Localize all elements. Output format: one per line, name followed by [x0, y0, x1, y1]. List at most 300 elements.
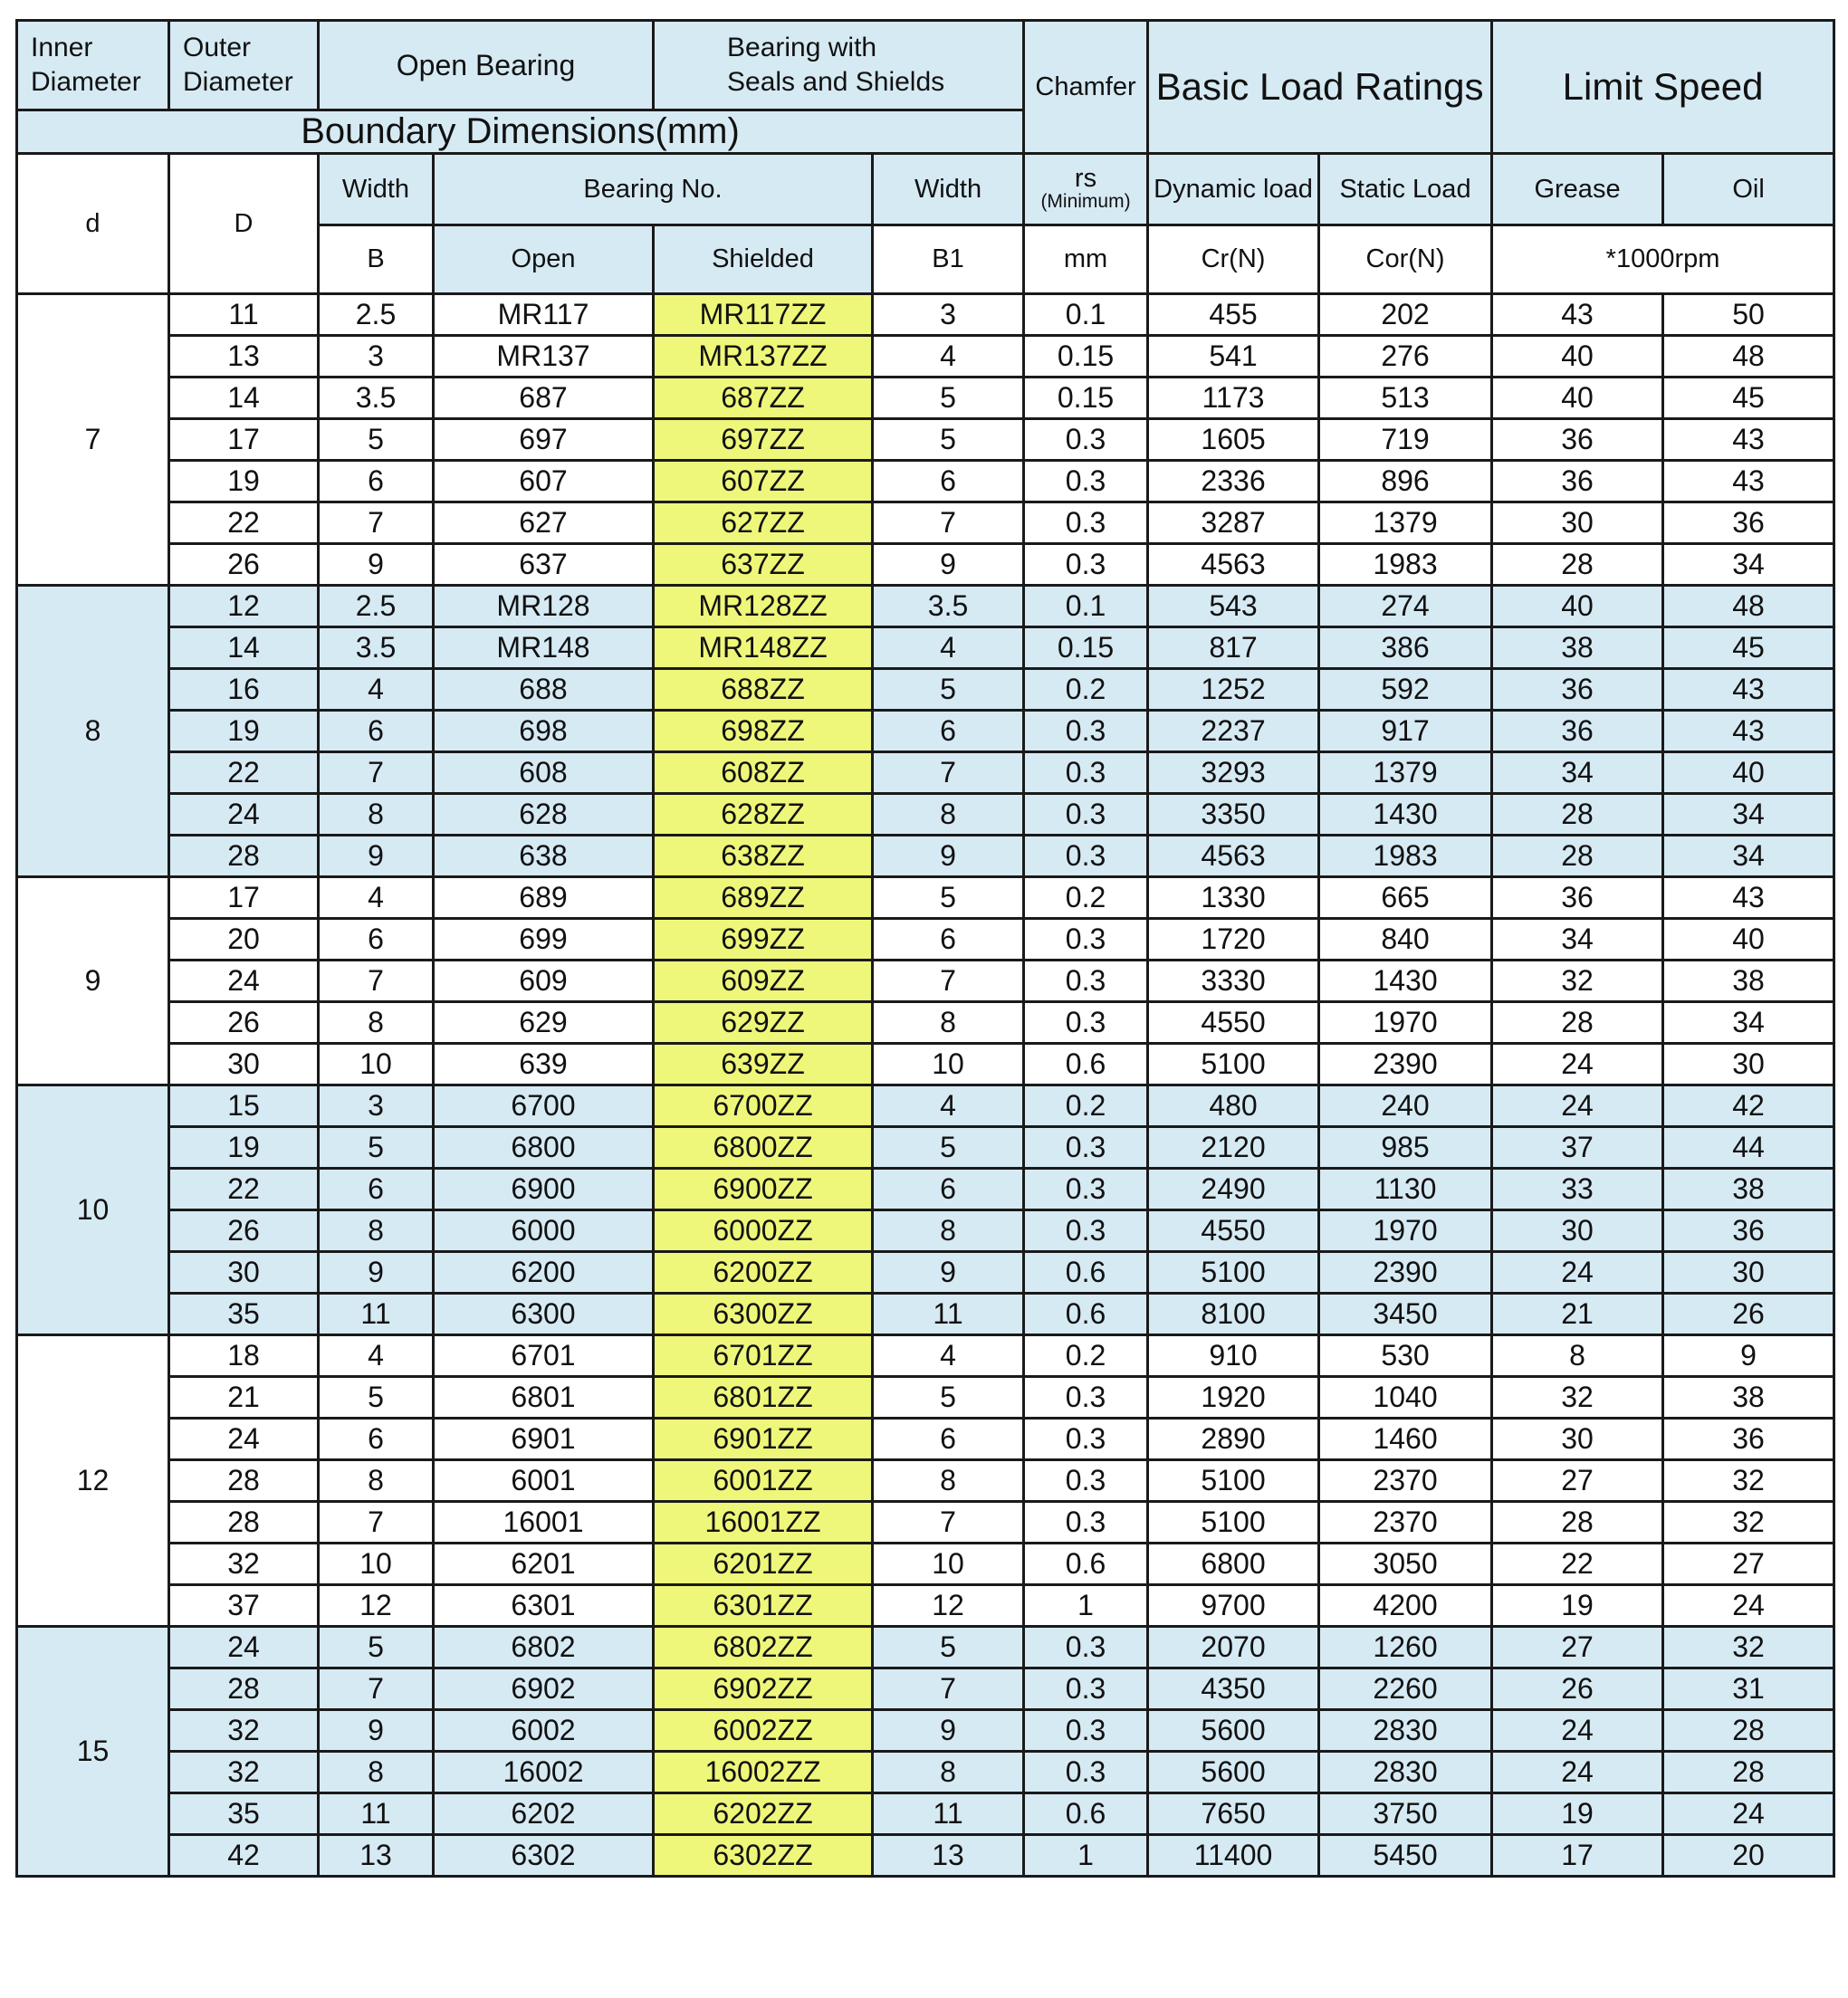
header-bearing-with-seals-line2: Seals and Shields — [727, 67, 945, 97]
oil-speed-cell: 32 — [1663, 1460, 1834, 1502]
dynamic-load-cell: 5100 — [1148, 1460, 1319, 1502]
oil-speed-cell: 36 — [1663, 1419, 1834, 1460]
chamfer-cell: 1 — [1024, 1835, 1148, 1877]
shielded-no-cell: 16002ZZ — [654, 1752, 873, 1793]
width-b1-cell: 5 — [873, 378, 1024, 419]
grease-speed-cell: 21 — [1492, 1294, 1663, 1335]
shielded-no-cell: MR137ZZ — [654, 336, 873, 378]
static-load-cell: 4200 — [1319, 1585, 1492, 1627]
shielded-no-cell: 688ZZ — [654, 669, 873, 711]
chamfer-cell: 0.3 — [1024, 1377, 1148, 1419]
width-b1-cell: 12 — [873, 1585, 1024, 1627]
chamfer-cell: 0.3 — [1024, 502, 1148, 544]
static-load-cell: 530 — [1319, 1335, 1492, 1377]
header-bearing-with-seals — [654, 21, 1024, 110]
width-b1-cell: 5 — [873, 877, 1024, 919]
table-row — [17, 1710, 1834, 1752]
outer-diameter-cell: 24 — [169, 794, 319, 836]
table-row — [17, 502, 1834, 544]
dynamic-load-cell: 910 — [1148, 1335, 1319, 1377]
header-dynamic-load: Dynamic load — [1148, 154, 1319, 225]
shielded-no-cell: 16001ZZ — [654, 1502, 873, 1544]
static-load-cell: 896 — [1319, 461, 1492, 502]
table-row — [17, 1294, 1834, 1335]
shielded-no-cell: 638ZZ — [654, 836, 873, 877]
width-b-cell: 8 — [319, 1210, 434, 1252]
oil-speed-cell: 31 — [1663, 1668, 1834, 1710]
open-no-cell: 6302 — [434, 1835, 654, 1877]
table-row — [17, 1460, 1834, 1502]
grease-speed-cell: 40 — [1492, 336, 1663, 378]
header-limit-speed: Limit Speed — [1492, 21, 1834, 154]
open-no-cell: 6700 — [434, 1085, 654, 1127]
width-b1-cell: 7 — [873, 1502, 1024, 1544]
oil-speed-cell: 38 — [1663, 1169, 1834, 1210]
outer-diameter-cell: 24 — [169, 1627, 319, 1668]
width-b1-cell: 4 — [873, 1335, 1024, 1377]
static-load-cell: 665 — [1319, 877, 1492, 919]
table-row — [17, 1793, 1834, 1835]
grease-speed-cell: 22 — [1492, 1544, 1663, 1585]
width-b-cell: 9 — [319, 836, 434, 877]
table-row — [17, 836, 1834, 877]
grease-speed-cell: 36 — [1492, 877, 1663, 919]
shielded-no-cell: 639ZZ — [654, 1044, 873, 1085]
width-b-cell: 5 — [319, 1127, 434, 1169]
outer-diameter-cell: 30 — [169, 1252, 319, 1294]
table-row — [17, 586, 1834, 627]
oil-speed-cell: 26 — [1663, 1294, 1834, 1335]
dynamic-load-cell: 3293 — [1148, 752, 1319, 794]
width-b-cell: 3 — [319, 1085, 434, 1127]
open-no-cell: 6300 — [434, 1294, 654, 1335]
chamfer-cell: 0.6 — [1024, 1793, 1148, 1835]
width-b-cell: 9 — [319, 1252, 434, 1294]
width-b1-cell: 6 — [873, 1419, 1024, 1460]
table-row — [17, 544, 1834, 586]
outer-diameter-cell: 19 — [169, 461, 319, 502]
grease-speed-cell: 27 — [1492, 1627, 1663, 1668]
width-b-cell: 4 — [319, 669, 434, 711]
table-row — [17, 461, 1834, 502]
chamfer-cell: 0.2 — [1024, 1335, 1148, 1377]
grease-speed-cell: 28 — [1492, 836, 1663, 877]
open-no-cell: 16002 — [434, 1752, 654, 1793]
chamfer-cell: 0.3 — [1024, 1752, 1148, 1793]
grease-speed-cell: 34 — [1492, 752, 1663, 794]
table-row — [17, 419, 1834, 461]
chamfer-cell: 0.15 — [1024, 378, 1148, 419]
oil-speed-cell: 45 — [1663, 627, 1834, 669]
static-load-cell: 1130 — [1319, 1169, 1492, 1210]
table-row — [17, 1668, 1834, 1710]
outer-diameter-cell: 19 — [169, 711, 319, 752]
static-load-cell: 513 — [1319, 378, 1492, 419]
oil-speed-cell: 30 — [1663, 1252, 1834, 1294]
width-b-cell: 5 — [319, 419, 434, 461]
oil-speed-cell: 9 — [1663, 1335, 1834, 1377]
dynamic-load-cell: 3350 — [1148, 794, 1319, 836]
outer-diameter-cell: 17 — [169, 419, 319, 461]
dynamic-load-cell: 4563 — [1148, 544, 1319, 586]
open-no-cell: 6902 — [434, 1668, 654, 1710]
width-b1-cell: 10 — [873, 1544, 1024, 1585]
width-b1-cell: 7 — [873, 502, 1024, 544]
width-b1-cell: 5 — [873, 1127, 1024, 1169]
grease-speed-cell: 38 — [1492, 627, 1663, 669]
width-b1-cell: 5 — [873, 669, 1024, 711]
width-b1-cell: 5 — [873, 419, 1024, 461]
chamfer-cell: 0.1 — [1024, 586, 1148, 627]
outer-diameter-cell: 37 — [169, 1585, 319, 1627]
shielded-no-cell: 6901ZZ — [654, 1419, 873, 1460]
dynamic-load-cell: 543 — [1148, 586, 1319, 627]
open-no-cell: 698 — [434, 711, 654, 752]
outer-diameter-cell: 24 — [169, 1419, 319, 1460]
width-b1-cell: 13 — [873, 1835, 1024, 1877]
chamfer-cell: 0.3 — [1024, 1419, 1148, 1460]
table-row — [17, 1335, 1834, 1377]
grease-speed-cell: 26 — [1492, 1668, 1663, 1710]
width-b-cell: 7 — [319, 752, 434, 794]
grease-speed-cell: 40 — [1492, 586, 1663, 627]
width-b-cell: 7 — [319, 961, 434, 1002]
width-b-cell: 12 — [319, 1585, 434, 1627]
grease-speed-cell: 32 — [1492, 1377, 1663, 1419]
chamfer-cell: 0.3 — [1024, 1169, 1148, 1210]
open-no-cell: 6701 — [434, 1335, 654, 1377]
chamfer-cell: 0.15 — [1024, 627, 1148, 669]
table-row — [17, 711, 1834, 752]
inner-diameter-cell: 10 — [17, 1085, 169, 1335]
grease-speed-cell: 24 — [1492, 1710, 1663, 1752]
width-b-cell: 5 — [319, 1627, 434, 1668]
width-b1-cell: 8 — [873, 794, 1024, 836]
dynamic-load-cell: 11400 — [1148, 1835, 1319, 1877]
static-load-cell: 1040 — [1319, 1377, 1492, 1419]
header-B1: B1 — [873, 225, 1024, 294]
table-row — [17, 1752, 1834, 1793]
width-b-cell: 8 — [319, 1002, 434, 1044]
shielded-no-cell: 6700ZZ — [654, 1085, 873, 1127]
open-no-cell: 627 — [434, 502, 654, 544]
header-rs-minimum: (Minimum) — [1040, 191, 1131, 212]
header-boundary-dimensions: Boundary Dimensions(mm) — [17, 110, 1024, 154]
table-row — [17, 1169, 1834, 1210]
grease-speed-cell: 19 — [1492, 1793, 1663, 1835]
width-b-cell: 5 — [319, 1377, 434, 1419]
header-open-bearing: Open Bearing — [319, 21, 654, 110]
static-load-cell: 840 — [1319, 919, 1492, 961]
outer-diameter-cell: 12 — [169, 586, 319, 627]
dynamic-load-cell: 541 — [1148, 336, 1319, 378]
shielded-no-cell: 699ZZ — [654, 919, 873, 961]
width-b1-cell: 10 — [873, 1044, 1024, 1085]
dynamic-load-cell: 1330 — [1148, 877, 1319, 919]
table-row — [17, 877, 1834, 919]
width-b1-cell: 8 — [873, 1002, 1024, 1044]
open-no-cell: 6201 — [434, 1544, 654, 1585]
width-b1-cell: 7 — [873, 961, 1024, 1002]
width-b1-cell: 5 — [873, 1627, 1024, 1668]
oil-speed-cell: 24 — [1663, 1585, 1834, 1627]
shielded-no-cell: 6002ZZ — [654, 1710, 873, 1752]
open-no-cell: 6202 — [434, 1793, 654, 1835]
shielded-no-cell: 6800ZZ — [654, 1127, 873, 1169]
shielded-no-cell: 6000ZZ — [654, 1210, 873, 1252]
width-b1-cell: 8 — [873, 1752, 1024, 1793]
width-b1-cell: 6 — [873, 711, 1024, 752]
dynamic-load-cell: 8100 — [1148, 1294, 1319, 1335]
static-load-cell: 1260 — [1319, 1627, 1492, 1668]
grease-speed-cell: 30 — [1492, 502, 1663, 544]
dynamic-load-cell: 9700 — [1148, 1585, 1319, 1627]
grease-speed-cell: 36 — [1492, 419, 1663, 461]
inner-diameter-cell: 8 — [17, 586, 169, 877]
table-row — [17, 1127, 1834, 1169]
static-load-cell: 3450 — [1319, 1294, 1492, 1335]
shielded-no-cell: MR128ZZ — [654, 586, 873, 627]
width-b1-cell: 6 — [873, 919, 1024, 961]
oil-speed-cell: 43 — [1663, 419, 1834, 461]
dynamic-load-cell: 5100 — [1148, 1252, 1319, 1294]
table-row — [17, 336, 1834, 378]
width-b-cell: 6 — [319, 711, 434, 752]
header-cor: Cor(N) — [1319, 225, 1492, 294]
dynamic-load-cell: 5600 — [1148, 1710, 1319, 1752]
width-b1-cell: 7 — [873, 752, 1024, 794]
inner-diameter-cell: 9 — [17, 877, 169, 1085]
static-load-cell: 1379 — [1319, 502, 1492, 544]
outer-diameter-cell: 24 — [169, 961, 319, 1002]
outer-diameter-cell: 42 — [169, 1835, 319, 1877]
shielded-no-cell: 6202ZZ — [654, 1793, 873, 1835]
static-load-cell: 719 — [1319, 419, 1492, 461]
table-row — [17, 1085, 1834, 1127]
dynamic-load-cell: 1720 — [1148, 919, 1319, 961]
open-no-cell: 607 — [434, 461, 654, 502]
static-load-cell: 3750 — [1319, 1793, 1492, 1835]
width-b-cell: 6 — [319, 919, 434, 961]
dynamic-load-cell: 5600 — [1148, 1752, 1319, 1793]
table-row — [17, 1044, 1834, 1085]
dynamic-load-cell: 4550 — [1148, 1002, 1319, 1044]
chamfer-cell: 0.2 — [1024, 877, 1148, 919]
dynamic-load-cell: 4550 — [1148, 1210, 1319, 1252]
open-no-cell: 6801 — [434, 1377, 654, 1419]
static-load-cell: 1970 — [1319, 1002, 1492, 1044]
dynamic-load-cell: 7650 — [1148, 1793, 1319, 1835]
header-outer-diameter: Outer Diameter — [169, 21, 319, 110]
width-b-cell: 8 — [319, 794, 434, 836]
grease-speed-cell: 32 — [1492, 961, 1663, 1002]
open-no-cell: 689 — [434, 877, 654, 919]
grease-speed-cell: 24 — [1492, 1085, 1663, 1127]
dynamic-load-cell: 4350 — [1148, 1668, 1319, 1710]
width-b1-cell: 4 — [873, 336, 1024, 378]
table-row — [17, 1377, 1834, 1419]
shielded-no-cell: 6701ZZ — [654, 1335, 873, 1377]
grease-speed-cell: 28 — [1492, 1502, 1663, 1544]
static-load-cell: 2390 — [1319, 1044, 1492, 1085]
open-no-cell: 688 — [434, 669, 654, 711]
shielded-no-cell: 637ZZ — [654, 544, 873, 586]
chamfer-cell: 0.15 — [1024, 336, 1148, 378]
grease-speed-cell: 36 — [1492, 461, 1663, 502]
static-load-cell: 3050 — [1319, 1544, 1492, 1585]
header-bearing-no: Bearing No. — [434, 154, 873, 225]
static-load-cell: 1430 — [1319, 961, 1492, 1002]
outer-diameter-cell: 28 — [169, 1460, 319, 1502]
table-row — [17, 1502, 1834, 1544]
oil-speed-cell: 45 — [1663, 378, 1834, 419]
static-load-cell: 386 — [1319, 627, 1492, 669]
header-d: d — [17, 154, 169, 294]
width-b-cell: 13 — [319, 1835, 434, 1877]
header-rpm: *1000rpm — [1492, 225, 1834, 294]
width-b-cell: 9 — [319, 1710, 434, 1752]
static-load-cell: 2830 — [1319, 1710, 1492, 1752]
width-b-cell: 11 — [319, 1793, 434, 1835]
open-no-cell: 609 — [434, 961, 654, 1002]
open-no-cell: 638 — [434, 836, 654, 877]
shielded-no-cell: 6201ZZ — [654, 1544, 873, 1585]
dynamic-load-cell: 2070 — [1148, 1627, 1319, 1668]
dynamic-load-cell: 2336 — [1148, 461, 1319, 502]
open-no-cell: 6001 — [434, 1460, 654, 1502]
grease-speed-cell: 36 — [1492, 711, 1663, 752]
chamfer-cell: 0.2 — [1024, 669, 1148, 711]
width-b-cell: 2.5 — [319, 294, 434, 336]
open-no-cell: 6301 — [434, 1585, 654, 1627]
dynamic-load-cell: 480 — [1148, 1085, 1319, 1127]
header-bearing-with-seals-line1: Bearing with — [727, 33, 877, 62]
oil-speed-cell: 42 — [1663, 1085, 1834, 1127]
grease-speed-cell: 24 — [1492, 1252, 1663, 1294]
table-row — [17, 1835, 1834, 1877]
open-no-cell: MR137 — [434, 336, 654, 378]
chamfer-cell: 0.3 — [1024, 1668, 1148, 1710]
shielded-no-cell: 629ZZ — [654, 1002, 873, 1044]
width-b1-cell: 8 — [873, 1460, 1024, 1502]
static-load-cell: 917 — [1319, 711, 1492, 752]
open-no-cell: 697 — [434, 419, 654, 461]
outer-diameter-cell: 35 — [169, 1793, 319, 1835]
outer-diameter-cell: 14 — [169, 378, 319, 419]
static-load-cell: 240 — [1319, 1085, 1492, 1127]
open-no-cell: 687 — [434, 378, 654, 419]
header-cr: Cr(N) — [1148, 225, 1319, 294]
chamfer-cell: 0.3 — [1024, 961, 1148, 1002]
width-b1-cell: 5 — [873, 1377, 1024, 1419]
dynamic-load-cell: 3330 — [1148, 961, 1319, 1002]
width-b-cell: 7 — [319, 502, 434, 544]
open-no-cell: MR148 — [434, 627, 654, 669]
outer-diameter-cell: 17 — [169, 877, 319, 919]
outer-diameter-cell: 32 — [169, 1752, 319, 1793]
grease-speed-cell: 17 — [1492, 1835, 1663, 1877]
width-b-cell: 6 — [319, 1419, 434, 1460]
dynamic-load-cell: 5100 — [1148, 1044, 1319, 1085]
dynamic-load-cell: 2490 — [1148, 1169, 1319, 1210]
open-no-cell: 629 — [434, 1002, 654, 1044]
inner-diameter-cell: 7 — [17, 294, 169, 586]
oil-speed-cell: 34 — [1663, 1002, 1834, 1044]
outer-diameter-cell: 14 — [169, 627, 319, 669]
outer-diameter-cell: 28 — [169, 1668, 319, 1710]
width-b-cell: 3 — [319, 336, 434, 378]
static-load-cell: 985 — [1319, 1127, 1492, 1169]
width-b-cell: 6 — [319, 461, 434, 502]
oil-speed-cell: 38 — [1663, 961, 1834, 1002]
shielded-no-cell: 6902ZZ — [654, 1668, 873, 1710]
shielded-no-cell: 689ZZ — [654, 877, 873, 919]
open-no-cell: 639 — [434, 1044, 654, 1085]
outer-diameter-cell: 32 — [169, 1544, 319, 1585]
width-b-cell: 2.5 — [319, 586, 434, 627]
chamfer-cell: 0.6 — [1024, 1544, 1148, 1585]
chamfer-cell: 0.1 — [1024, 294, 1148, 336]
table-body — [17, 294, 1834, 1877]
oil-speed-cell: 32 — [1663, 1502, 1834, 1544]
grease-speed-cell: 8 — [1492, 1335, 1663, 1377]
oil-speed-cell: 27 — [1663, 1544, 1834, 1585]
open-no-cell: 6900 — [434, 1169, 654, 1210]
table-row — [17, 1002, 1834, 1044]
static-load-cell: 2370 — [1319, 1460, 1492, 1502]
width-b1-cell: 9 — [873, 1252, 1024, 1294]
width-b1-cell: 11 — [873, 1793, 1024, 1835]
oil-speed-cell: 43 — [1663, 461, 1834, 502]
width-b1-cell: 9 — [873, 544, 1024, 586]
width-b1-cell: 4 — [873, 627, 1024, 669]
static-load-cell: 5450 — [1319, 1835, 1492, 1877]
dynamic-load-cell: 1605 — [1148, 419, 1319, 461]
header-inner-diameter: Inner Diameter — [17, 21, 169, 110]
width-b-cell: 4 — [319, 1335, 434, 1377]
table-row — [17, 752, 1834, 794]
header-chamfer: Chamfer — [1024, 21, 1148, 154]
width-b-cell: 6 — [319, 1169, 434, 1210]
oil-speed-cell: 40 — [1663, 919, 1834, 961]
shielded-no-cell: 6801ZZ — [654, 1377, 873, 1419]
shielded-no-cell: 6001ZZ — [654, 1460, 873, 1502]
static-load-cell: 2370 — [1319, 1502, 1492, 1544]
oil-speed-cell: 44 — [1663, 1127, 1834, 1169]
dynamic-load-cell: 6800 — [1148, 1544, 1319, 1585]
open-no-cell: 16001 — [434, 1502, 654, 1544]
chamfer-cell: 0.6 — [1024, 1044, 1148, 1085]
grease-speed-cell: 40 — [1492, 378, 1663, 419]
static-load-cell: 1460 — [1319, 1419, 1492, 1460]
static-load-cell: 2260 — [1319, 1668, 1492, 1710]
outer-diameter-cell: 32 — [169, 1710, 319, 1752]
shielded-no-cell: 698ZZ — [654, 711, 873, 752]
width-b1-cell: 4 — [873, 1085, 1024, 1127]
oil-speed-cell: 28 — [1663, 1710, 1834, 1752]
chamfer-cell: 0.3 — [1024, 461, 1148, 502]
chamfer-cell: 0.3 — [1024, 794, 1148, 836]
width-b1-cell: 7 — [873, 1668, 1024, 1710]
header-rs — [1024, 154, 1148, 225]
chamfer-cell: 0.6 — [1024, 1294, 1148, 1335]
grease-speed-cell: 28 — [1492, 544, 1663, 586]
grease-speed-cell: 37 — [1492, 1127, 1663, 1169]
chamfer-cell: 0.3 — [1024, 1710, 1148, 1752]
shielded-no-cell: 607ZZ — [654, 461, 873, 502]
outer-diameter-cell: 28 — [169, 836, 319, 877]
outer-diameter-cell: 19 — [169, 1127, 319, 1169]
